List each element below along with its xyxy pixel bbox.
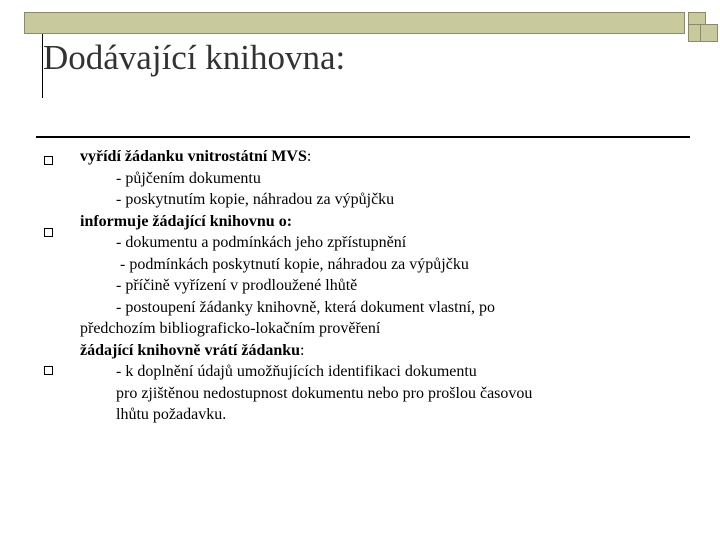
corner-decoration-square (700, 24, 718, 42)
header-decoration-bar (24, 12, 685, 34)
title-divider (36, 136, 690, 138)
square-bullet-icon (44, 228, 53, 237)
sub-line: - poskytnutím kopie, náhradou za výpůjčku (116, 191, 395, 208)
slide-body (80, 146, 680, 426)
bullet-item-3 (80, 340, 680, 426)
sub-line: - dokumentu a podmínkách jeho zpřístupnění (116, 234, 407, 251)
sub-line: lhůtu požadavku. (116, 406, 227, 423)
bullet-item-1 (80, 146, 680, 211)
sub-line: - postoupení žádanky knihovně, která dokument vlastní, po (116, 298, 496, 316)
sub-line: - podmínkách poskytnutí kopie, náhradou za výpůjčku (120, 255, 469, 273)
square-bullet-icon (44, 366, 53, 375)
slide-title: Dodávající knihovna: (43, 38, 346, 77)
bullet-item-2 (80, 211, 680, 340)
square-bullet-icon (44, 156, 53, 165)
sub-line: pro zjištěnou nedostupnost dokumentu nebo pro prošlou časovou (116, 384, 533, 402)
bullet-heading: informuje žádající knihovnu o: (80, 212, 293, 230)
sub-line: - k doplnění údajů umožňujících identifikaci dokumentu (116, 363, 477, 380)
bullet-heading: žádající knihovně vrátí žádanku (80, 341, 301, 359)
heading-suffix: : (306, 148, 312, 165)
bullet-heading: vyřídí žádanku vnitrostátní MVS (80, 148, 307, 165)
sub-line: - příčině vyřízení v prodloužené lhůtě (116, 277, 358, 294)
sub-line: předchozím bibliograficko-lokačním prověření (80, 320, 381, 337)
sub-line: - půjčením dokumentu (116, 169, 261, 187)
heading-suffix: : (300, 341, 305, 359)
